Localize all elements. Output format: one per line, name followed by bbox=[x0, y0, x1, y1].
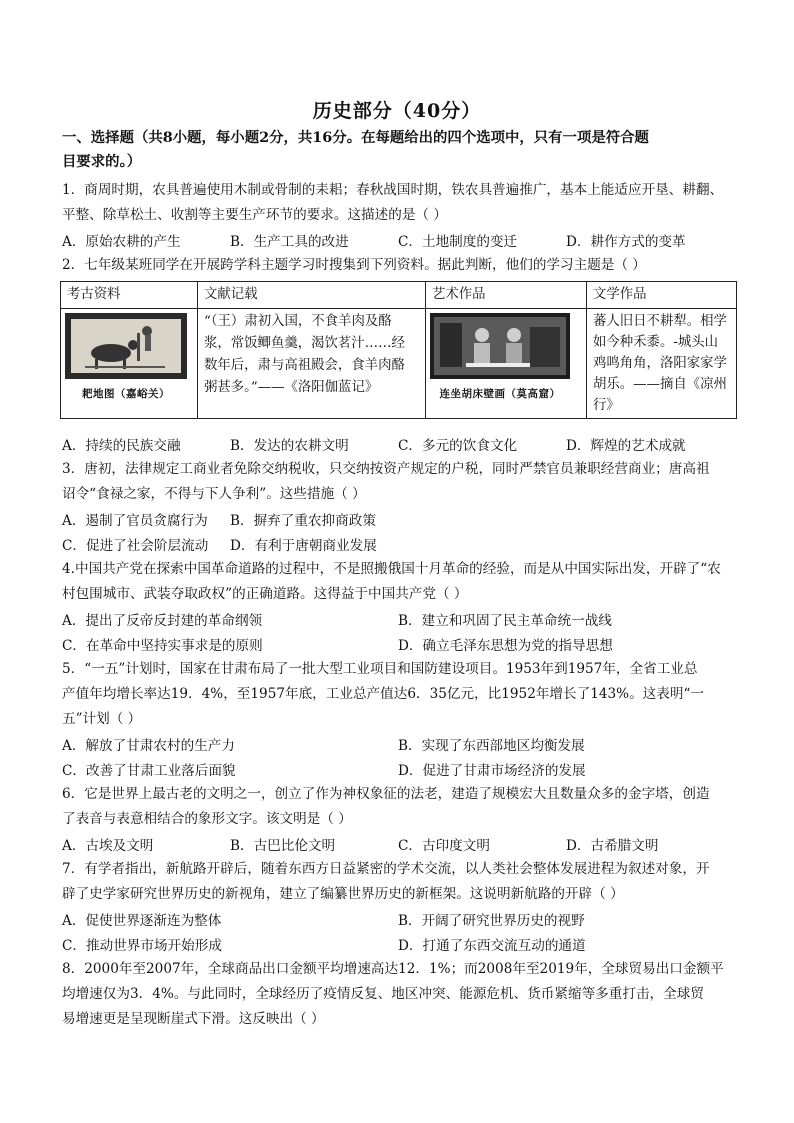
q5-stem-line-2: 产值年均增长率达19．4%，至1957年底，工业总产值达6．35亿元，比1952年增长了143%。这表明“一 bbox=[62, 686, 704, 702]
literary-work-line-4: 胡乐。——摘自《凉州 bbox=[593, 377, 727, 392]
archaeology-caption: 耙地图（嘉峪关） bbox=[82, 388, 170, 400]
archaeology-cell bbox=[61, 309, 198, 419]
q2-option-d[interactable]: D．辉煌的艺术成就 bbox=[566, 438, 686, 454]
q6-option-b[interactable]: B．古巴比伦文明 bbox=[230, 838, 336, 854]
q7-option-c[interactable]: C．推动世界市场开始形成 bbox=[62, 938, 222, 954]
q5-option-c[interactable]: C．改善了甘肃工业落后面貌 bbox=[62, 763, 236, 779]
q7-stem-line-2: 辟了史学家研究世界历史的新视角，建立了编纂世界历史的新框架。这说明新航路的开辟（ ） bbox=[62, 886, 624, 902]
q8-stem-line-3: 易增速更是呈现断崖式下滑。这反映出（ ） bbox=[62, 1011, 325, 1027]
q8-stem-line-2: 均增速仅为3．4%。与此同时，全球经历了疫情反复、地区冲突、能源危机、货币紧缩等多重打击，全球贸 bbox=[62, 986, 704, 1002]
q2-option-c[interactable]: C．多元的饮食文化 bbox=[398, 438, 518, 454]
section-header-line-2: 目要求的。） bbox=[62, 153, 142, 170]
literary-work-line-2: 如今种禾黍。-城头山 bbox=[593, 335, 719, 350]
q1-option-c[interactable]: C．土地制度的变迁 bbox=[398, 234, 518, 250]
q4-option-c[interactable]: C．在革命中坚持实事求是的原则 bbox=[62, 638, 263, 654]
q1-option-d[interactable]: D．耕作方式的变革 bbox=[566, 234, 686, 250]
section-header-line-1: 一、选择题（共8小题，每小题2分，共16分。在每题给出的四个选项中，只有一项是符合题 bbox=[62, 129, 649, 146]
q1-stem-line-2: 平整、除草松土、收割等主要生产环节的要求。这描述的是（ ） bbox=[62, 207, 447, 223]
literary-work-line-5: 行》 bbox=[593, 398, 620, 413]
literary-work-line-3: 鸡鸣角角，洛阳家家学 bbox=[593, 356, 727, 371]
literary-work-cell bbox=[587, 309, 737, 419]
page-title: 历史部分（40分） bbox=[312, 100, 482, 122]
archaeology-image bbox=[65, 313, 187, 407]
q5-option-a[interactable]: A．解放了甘肃农村的生产力 bbox=[62, 738, 235, 754]
q1-option-b[interactable]: B．生产工具的改进 bbox=[230, 234, 349, 250]
q2-material-table bbox=[60, 281, 737, 419]
art-image bbox=[430, 313, 570, 407]
q6-option-c[interactable]: C．古印度文明 bbox=[398, 838, 490, 854]
art-caption: 连坐胡床壁画（莫高窟） bbox=[439, 388, 561, 400]
q3-stem-line-2: 诏令“食禄之家，不得与下人争利”。这些措施（ ） bbox=[62, 486, 366, 502]
table-header-archaeology: 考古资料 bbox=[61, 282, 198, 309]
literature-record-line-4: 粥甚多。”——《洛阳伽蓝记》 bbox=[204, 380, 379, 395]
q4-option-b[interactable]: B．建立和巩固了民主革命统一战线 bbox=[398, 613, 612, 629]
table-header-art: 艺术作品 bbox=[426, 282, 587, 309]
q5-stem-line-3: 五”计划（ ） bbox=[62, 711, 142, 727]
q6-option-a[interactable]: A．古埃及文明 bbox=[62, 838, 154, 854]
literature-record-line-3: 数年后，肃与高祖殿会，食羊肉酪 bbox=[204, 358, 405, 373]
table-header-literature-record: 文献记载 bbox=[198, 282, 426, 309]
q6-stem-line-2: 了表音与表意相结合的象形文字。该文明是（ ） bbox=[62, 811, 352, 827]
literature-record-cell bbox=[198, 309, 426, 419]
literary-work-line-1: 蕃人旧日不耕犁。相学 bbox=[593, 314, 727, 329]
art-cell bbox=[426, 309, 587, 419]
q6-stem-line-1: 6．它是世界上最古老的文明之一，创立了作为神权象征的法老，建造了规模宏大且数量众多的金字塔，创造 bbox=[62, 786, 710, 802]
q7-stem-line-1: 7．有学者指出，新航路开辟后，随着东西方日益紧密的学术交流，以人类社会整体发展进程为叙述对象，开 bbox=[62, 861, 710, 877]
q7-option-d[interactable]: D．打通了东西交流互动的通道 bbox=[398, 938, 586, 954]
harrowing-mural-image bbox=[65, 313, 187, 379]
q4-stem-line-1: 4.中国共产党在探索中国革命道路的过程中，不是照搬俄国十月革命的经验，而是从中国实际出发，开辟了“农 bbox=[62, 561, 721, 577]
q3-stem-line-1: 3．唐初，法律规定工商业者免除交纳税收，只交纳按资产规定的户税，同时严禁官员兼职经营商业；唐高祖 bbox=[62, 461, 710, 477]
literature-record-line-2: 浆，常饭鲫鱼羹，渴饮茗汁……经 bbox=[204, 336, 405, 351]
q2-option-a[interactable]: A．持续的民族交融 bbox=[62, 438, 181, 454]
q7-option-b[interactable]: B．开阔了研究世界历史的视野 bbox=[398, 913, 585, 929]
q3-option-c[interactable]: C．促进了社会阶层流动 bbox=[62, 538, 209, 554]
q5-stem-line-1: 5．“一五”计划时，国家在甘肃布局了一批大型工业项目和国防建设项目。1953年到1957年，全省工业总 bbox=[62, 661, 698, 677]
q1-stem-line-1: 1．商周时期，农具普遍使用木制或骨制的耒耜；春秋战国时期，铁农具普遍推广，基本上能适应开垦、耕翻、 bbox=[62, 182, 724, 198]
q7-option-a[interactable]: A．促使世界逐渐连为整体 bbox=[62, 913, 222, 929]
q4-option-d[interactable]: D．确立毛泽东思想为党的指导思想 bbox=[398, 638, 613, 654]
q3-option-a[interactable]: A．遏制了官员贪腐行为 bbox=[62, 513, 208, 529]
q3-option-d[interactable]: D．有利于唐朝商业发展 bbox=[230, 538, 377, 554]
q5-option-d[interactable]: D．促进了甘肃市场经济的发展 bbox=[398, 763, 586, 779]
table-header-literary-work: 文学作品 bbox=[587, 282, 737, 309]
q8-stem-line-1: 8．2000年至2007年，全球商品出口金额平均增速高达12．1%；而2008年至2019年，全球贸易出口金额平 bbox=[62, 961, 724, 977]
q2-option-b[interactable]: B．发达的农耕文明 bbox=[230, 438, 349, 454]
q1-option-a[interactable]: A．原始农耕的产生 bbox=[62, 234, 181, 250]
literature-record-line-1: “（王）肃初入国，不食羊肉及酪 bbox=[204, 314, 392, 329]
q4-stem-line-2: 村包围城市、武装夺取政权”的正确道路。这得益于中国共产党（ ） bbox=[62, 586, 468, 602]
q6-option-d[interactable]: D．古希腊文明 bbox=[566, 838, 659, 854]
q3-option-b[interactable]: B．摒弃了重农抑商政策 bbox=[230, 513, 376, 529]
q2-stem-line-1: 2．七年级某班同学在开展跨学科主题学习时搜集到下列资料。据此判断，他们的学习主题是（ ） bbox=[62, 257, 646, 273]
q5-option-b[interactable]: B．实现了东西部地区均衡发展 bbox=[398, 738, 585, 754]
q4-option-a[interactable]: A．提出了反帝反封建的革命纲领 bbox=[62, 613, 263, 629]
mural-image bbox=[430, 313, 570, 379]
